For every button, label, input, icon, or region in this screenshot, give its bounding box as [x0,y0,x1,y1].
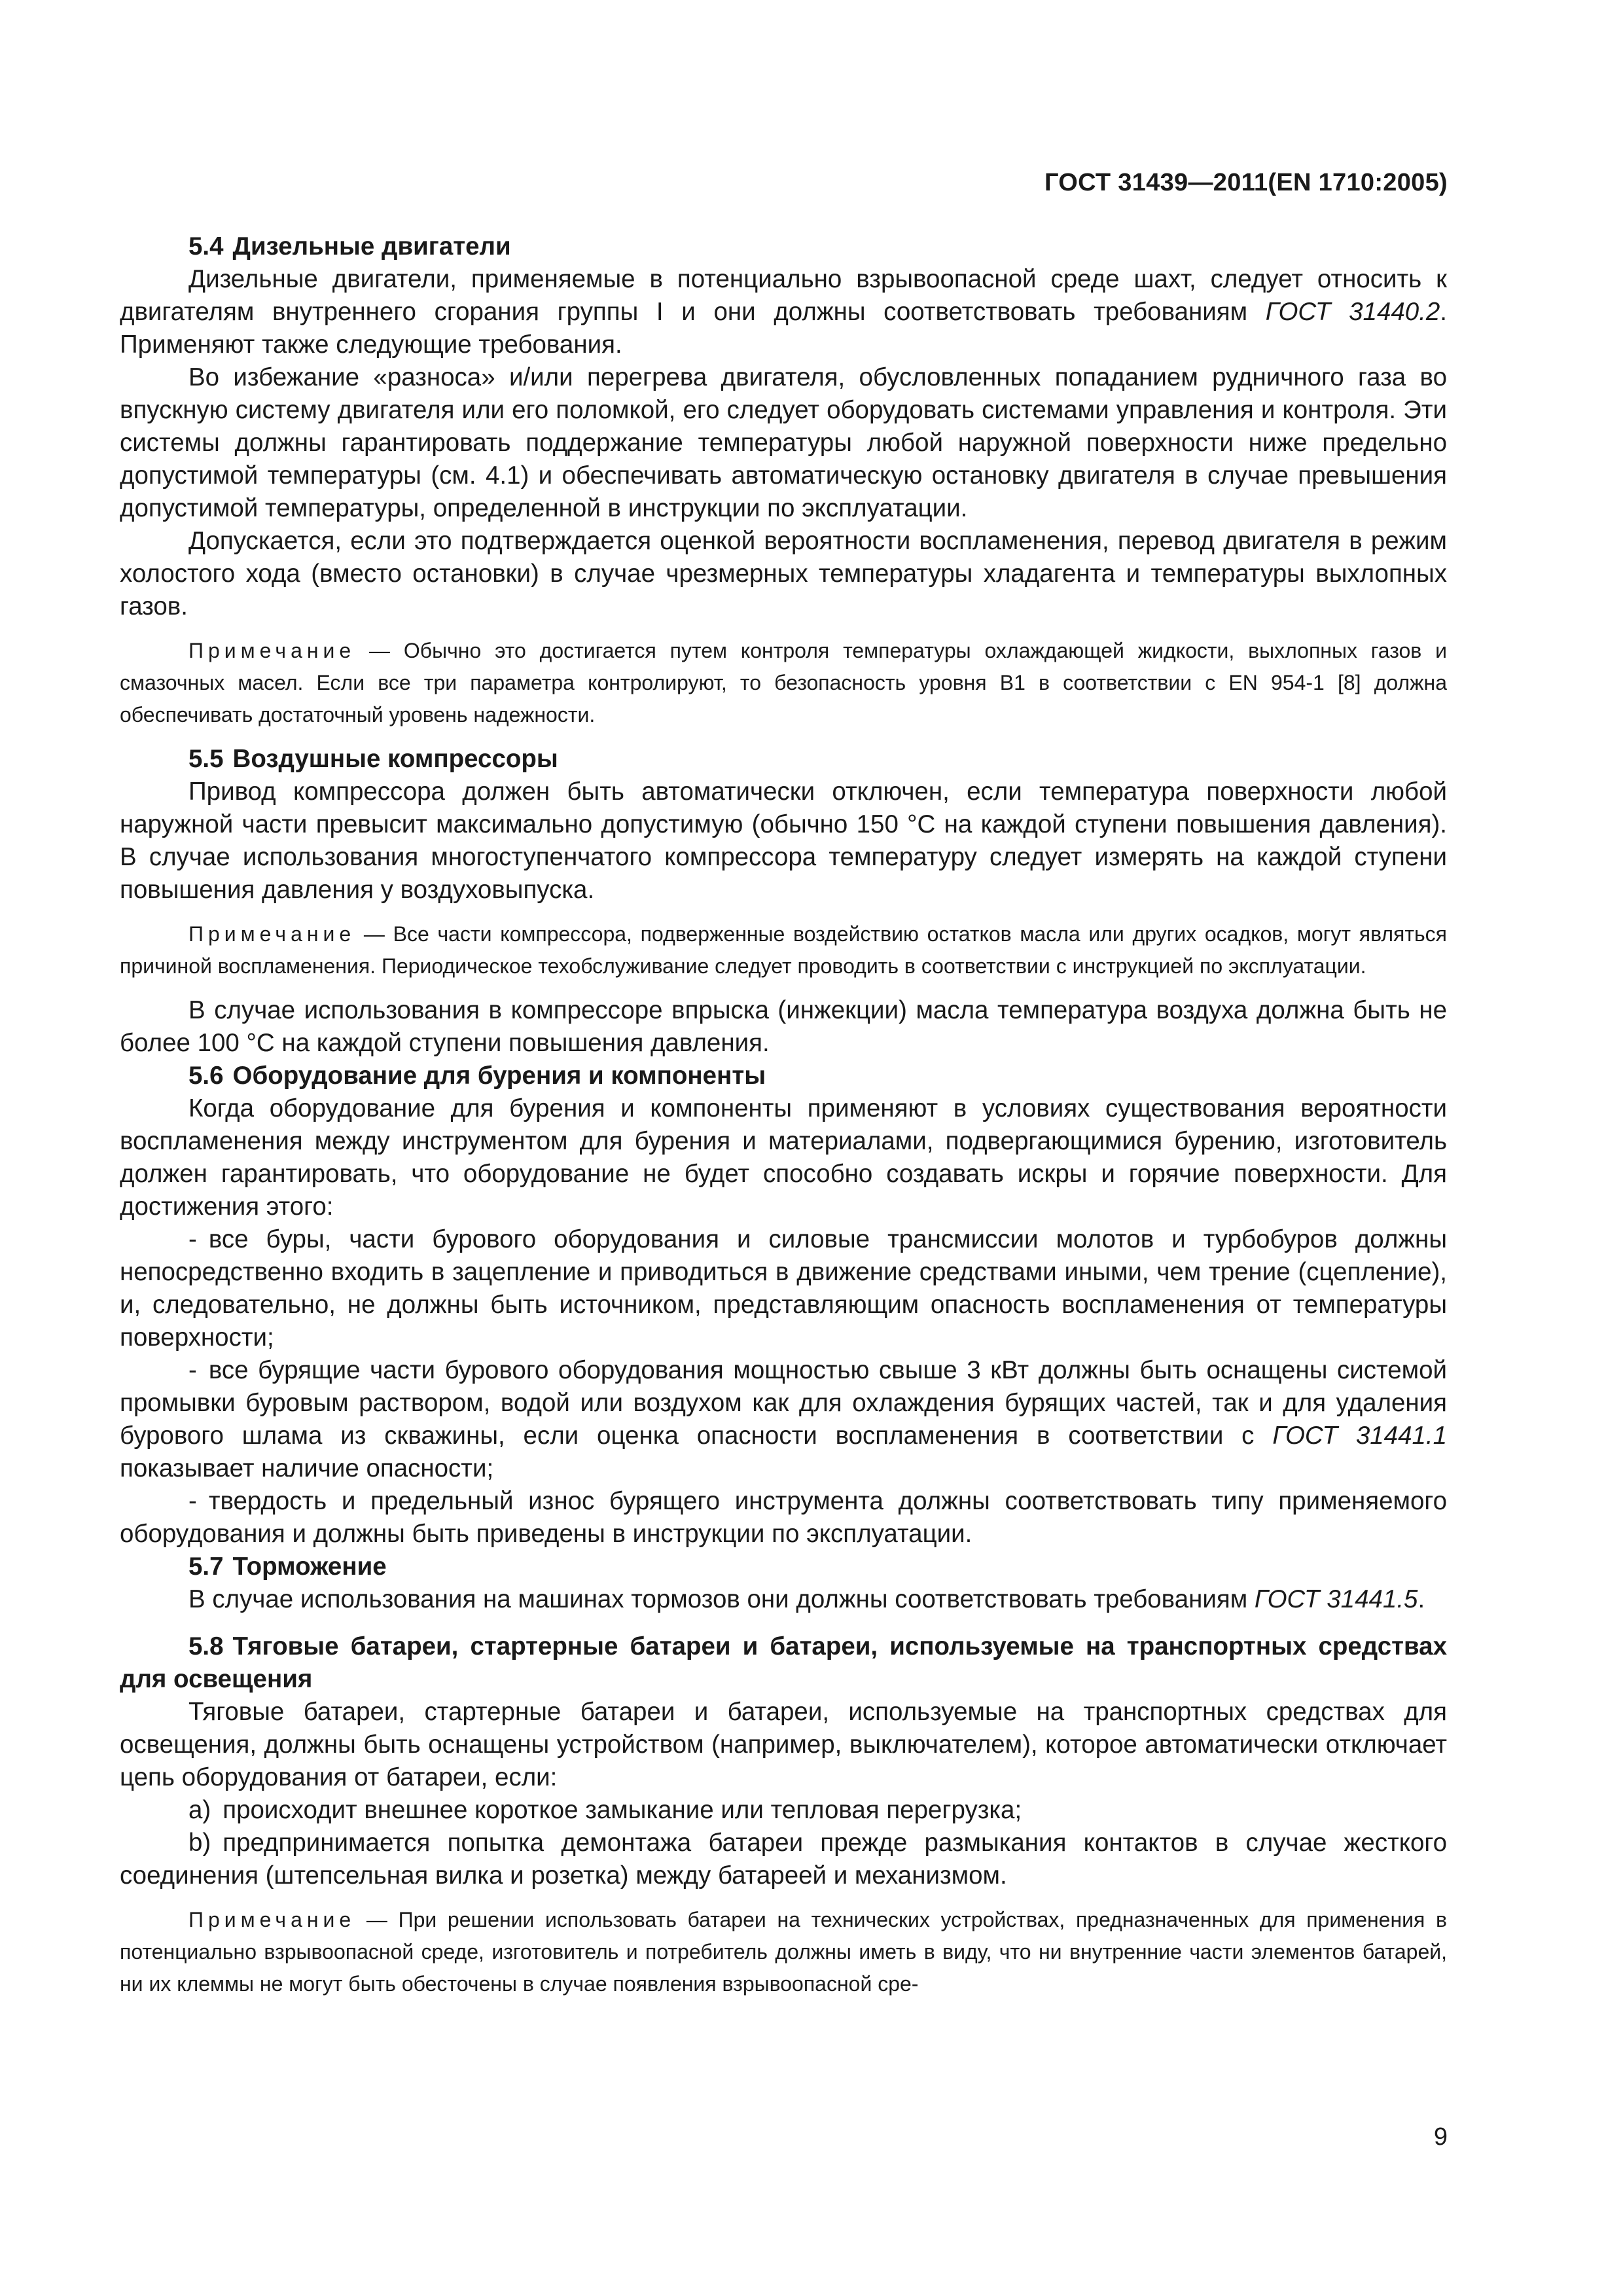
list-item: b) предпринимается попытка демонтажа батареи прежде размыкания контактов в случае жесткого соединения (штепсельная вилка и розетка) между батареей и механизмом. [120,1829,1447,1890]
dash-marker: - [188,1225,197,1253]
note-label: Примечание [188,639,356,662]
section-number: 5.5 [188,745,224,773]
section-heading-5-8 [120,1630,1447,1696]
document-code: ГОСТ 31439—2011(EN 1710:2005) [1044,169,1448,196]
paragraph: В случае использования на машинах тормозов они должны соответствовать требованиям ГОСТ 31441.5. [188,1585,1425,1613]
section-title: Торможение [232,1552,387,1581]
section-number: 5.4 [188,232,224,260]
section-title: Дизельные двигатели [232,232,511,260]
section-title: Воздушные компрессоры [232,745,558,773]
section-heading-5-5 [120,743,1447,776]
note-label: Примечание [188,1908,356,1931]
section-number: 5.6 [188,1062,224,1090]
standard-reference: ГОСТ 31441.5 [1254,1585,1418,1613]
list-item: a) происходит внешнее короткое замыкание или тепловая перегрузка; [188,1796,1022,1824]
page-content [120,230,1447,2012]
standard-reference: ГОСТ 31441.1 [1272,1422,1447,1450]
list-item: - твердость и предельный износ бурящего инструмента должны соответствовать типу применяемого оборудования и должны быть приведены в инструкции по эксплуатации. [120,1487,1447,1548]
section-heading-5-4 [120,230,1447,263]
section-number: 5.7 [188,1552,224,1581]
paragraph: Привод компрессора должен быть автоматически отключен, если температура поверхности любой наружной части превысит максимально допустимую (обычно 150 °С на каждой ступени повышения давления). В случае использования многоступенчатого компрессора температуру следует измерять на каждой ступени повышения давления у воздуховыпуска. [120,778,1447,904]
paragraph: Во избежание «разноса» и/или перегрева двигателя, обусловленных попаданием рудничного газа во впускную систему двигателя или его поломкой, его следует оборудовать системами управления и контроля. Эти системы должны гарантировать поддержание температуры любой наружной поверхности ниже предельно допустимой температуры (см. 4.1) и обеспечивать автоматическую остановку двигателя в случае превышения допустимой температуры, определенной в инструкции по эксплуатации. [120,363,1447,522]
paragraph: Когда оборудование для бурения и компоненты применяют в условиях существования вероятности воспламенения между инструментом для бурения и материалами, подвергающимися бурению, изготовитель должен гарантировать, что оборудование не будет способно создавать искры и горячие поверхности. Для достижения этого: [120,1094,1447,1221]
page-number: 9 [1433,2123,1448,2151]
dash-marker: - [188,1356,197,1384]
section-title: Оборудование для бурения и компоненты [232,1062,766,1090]
paragraph: Тяговые батареи, стартерные батареи и батареи, используемые на транспортных средствах для освещения, должны быть оснащены устройством (например, выключателем), которое автоматически отключает цепь оборудования от батареи, если: [120,1698,1447,1791]
note-label: Примечание [188,922,356,946]
section-heading-5-6 [120,1060,1447,1092]
list-marker-b: b) [188,1829,211,1857]
paragraph: В случае использования в компрессоре впрыска (инжекции) масла температура воздуха должна быть не более 100 °С на каждой ступени повышения давления. [120,996,1447,1057]
list-marker-a: a) [188,1796,211,1824]
section-number: 5.8 [188,1632,224,1660]
paragraph: Допускается, если это подтверждается оценкой вероятности воспламенения, перевод двигателя в режим холостого хода (вместо остановки) в случае чрезмерных температуры хладагента и температуры выхлопных газов. [120,527,1447,620]
dash-marker: - [188,1487,197,1515]
list-item: - все буры, части бурового оборудования и силовые трансмиссии молотов и турбобуров должны непосредственно входить в зацепление и приводиться в движение средствами иными, чем трение (сцепление), и, следовательно, не должны быть источником, представляющим опасность воспламенения от температуры поверхности; [120,1225,1447,1352]
paragraph: Дизельные двигатели, применяемые в потенциально взрывоопасной среде шахт, следует относить к двигателям внутреннего сгорания группы I и они должны соответствовать требованиям ГОСТ 31440.2. Применяют также следующие требования. [120,265,1447,359]
note: Примечание — Все части компрессора, подверженные воздействию остатков масла или других осадков, могут являться причиной воспламенения. Периодическое техобслуживание следует проводить в соответствии с инструкцией по эксплуатации. [120,922,1448,978]
standard-reference: ГОСТ 31440.2 [1265,298,1440,326]
note: Примечание — При решении использовать батареи на технических устройствах, предназначенных для применения в потенциально взрывоопасной среде, изготовитель и потребитель должны иметь в виду, что ни внутренние части элементов батарей, ни их клеммы не могут быть обесточены в случае появления взрывоопасной сре- [120,1908,1448,1996]
list-item: - все бурящие части бурового оборудования мощностью свыше 3 кВт должны быть оснащены системой промывки буровым раствором, водой или воздухом как для охлаждения бурящих частей, так и для удаления бурового шлама из скважины, если оценка опасности воспламенения в соответствии с ГОСТ 31441.1 показывает наличие опасности; [120,1356,1447,1482]
note: Примечание — Обычно это достигается путем контроля температуры охлаждающей жидкости, выхлопных газов и смазочных масел. Если все три параметра контролируют, то безопасность уровня В1 в соответствии с EN 954-1 [8] должна обеспечивать достаточный уровень надежности. [120,639,1448,726]
section-heading-5-7 [120,1551,1447,1583]
section-title: Тяговые батареи, стартерные батареи и батареи, используемые на транспортных средствах для освещения [120,1632,1447,1693]
